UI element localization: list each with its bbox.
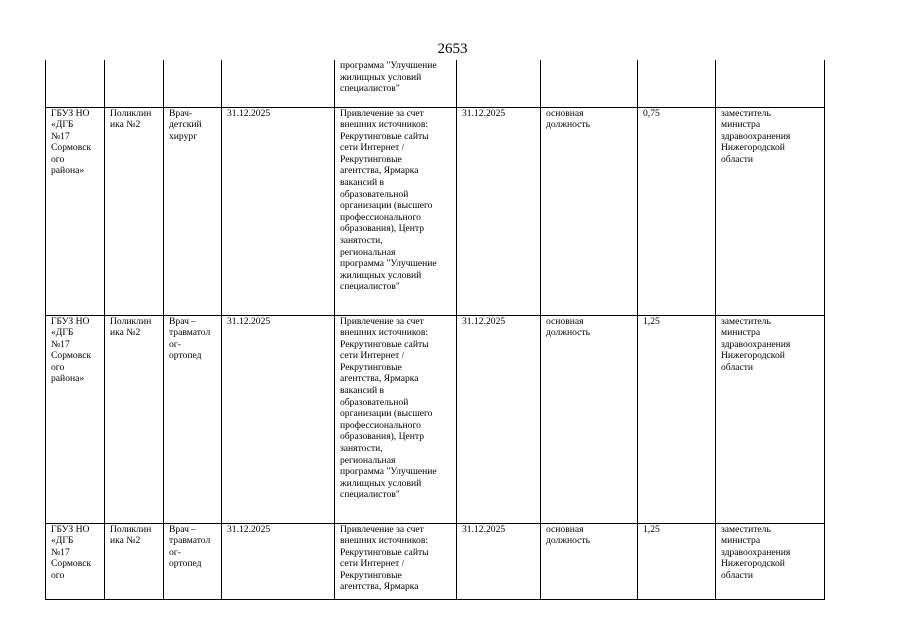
cell-text-line: основная bbox=[546, 315, 584, 327]
cell-text-line: травматол bbox=[169, 535, 211, 547]
cell-text-line: ика №2 bbox=[110, 535, 141, 547]
cell-text-line: детский bbox=[169, 119, 202, 131]
cell-subdivision bbox=[105, 523, 164, 599]
cell-text-line: занятости, bbox=[340, 443, 383, 455]
cell-text-line: программа "Улучшение bbox=[340, 60, 437, 71]
cell-text-line: района» bbox=[51, 165, 85, 177]
cell-text-line: Сормовск bbox=[51, 558, 92, 570]
cell-employment-type bbox=[541, 315, 638, 523]
cell-text-line: Привлечение за счет bbox=[340, 315, 424, 327]
cell-text-line: ика №2 bbox=[110, 119, 141, 131]
cell-text-line: сети Интернет / bbox=[340, 142, 405, 154]
cell-text-line: заместитель bbox=[721, 315, 771, 327]
cell-employment-type bbox=[541, 107, 638, 315]
cell-text-line: специалистов" bbox=[340, 83, 400, 95]
cell-text-line: заместитель bbox=[721, 107, 771, 119]
cell-text-line: района» bbox=[51, 373, 85, 385]
cell-text-line: ог- bbox=[169, 546, 181, 558]
table-row bbox=[46, 60, 825, 107]
table-body bbox=[46, 60, 825, 599]
cell-text-line: образования), Центр bbox=[340, 223, 425, 235]
cell-text-line: ог- bbox=[169, 338, 181, 350]
cell-text-line: ортопед bbox=[169, 558, 202, 570]
cell-deadline bbox=[222, 107, 335, 315]
cell-text-line: региональная bbox=[340, 454, 396, 466]
cell-text-line: жилищных условий bbox=[340, 477, 422, 489]
cell-text-line: Рекрутинговые сайты bbox=[340, 130, 429, 142]
cell-date bbox=[457, 107, 541, 315]
cell-text-line: министра bbox=[721, 119, 761, 131]
cell-text-line: образовательной bbox=[340, 188, 409, 200]
cell-text-line: программа "Улучшение bbox=[340, 258, 437, 270]
cell-measures bbox=[335, 107, 457, 315]
cell-text-line: №17 bbox=[51, 546, 70, 558]
cell-institution bbox=[46, 523, 105, 599]
cell-text-line: Рекрутинговые сайты bbox=[340, 338, 429, 350]
cell-text-line: Врач – bbox=[169, 315, 197, 327]
cell-subdivision bbox=[105, 60, 164, 107]
cell-responsible bbox=[716, 107, 825, 315]
cell-text-line: Поликлин bbox=[110, 315, 152, 327]
cell-measures bbox=[335, 60, 457, 107]
cell-text-line: Нижегородской bbox=[721, 350, 785, 362]
cell-text-line: Нижегородской bbox=[721, 142, 785, 154]
cell-position bbox=[164, 107, 222, 315]
cell-text-line: 1,25 bbox=[643, 523, 660, 535]
cell-measures bbox=[335, 523, 457, 599]
cell-text-line: здравоохранения bbox=[721, 130, 791, 142]
cell-date bbox=[457, 60, 541, 107]
cell-text-line: основная bbox=[546, 107, 584, 119]
cell-text-line: Нижегородской bbox=[721, 558, 785, 570]
cell-text-line: внешних источников: bbox=[340, 535, 429, 547]
cell-deadline bbox=[222, 315, 335, 523]
cell-text-line: области bbox=[721, 153, 754, 165]
cell-text-line: специалистов" bbox=[340, 489, 400, 501]
cell-text-line: агентства, Ярмарка bbox=[340, 581, 419, 593]
cell-text-line: жилищных условий bbox=[340, 71, 422, 83]
cell-text-line: профессионального bbox=[340, 211, 421, 223]
cell-text-line: региональная bbox=[340, 246, 396, 258]
cell-text-line: №17 bbox=[51, 338, 70, 350]
cell-text-line: 31.12.2025 bbox=[462, 523, 506, 535]
cell-text-line: Сормовск bbox=[51, 350, 92, 362]
cell-employment-type bbox=[541, 523, 638, 599]
cell-rate bbox=[638, 315, 716, 523]
cell-text-line: ГБУЗ НО bbox=[51, 315, 90, 327]
cell-text-line: Врач – bbox=[169, 523, 197, 535]
cell-text-line: организации (высшего bbox=[340, 200, 433, 212]
cell-text-line: Сормовск bbox=[51, 142, 92, 154]
cell-text-line: Привлечение за счет bbox=[340, 523, 424, 535]
cell-position bbox=[164, 523, 222, 599]
cell-text-line: ого bbox=[51, 153, 65, 165]
cell-text-line: 0,75 bbox=[643, 107, 660, 119]
cell-measures bbox=[335, 315, 457, 523]
cell-text-line: Привлечение за счет bbox=[340, 107, 424, 119]
cell-text-line: Врач- bbox=[169, 107, 193, 119]
cell-text-line: специалистов" bbox=[340, 281, 400, 293]
cell-employment-type bbox=[541, 60, 638, 107]
table-row bbox=[46, 523, 825, 599]
cell-text-line: Рекрутинговые bbox=[340, 153, 402, 165]
cell-text-line: №17 bbox=[51, 130, 70, 142]
cell-text-line: должность bbox=[546, 327, 590, 339]
cell-institution bbox=[46, 315, 105, 523]
cell-text-line: Поликлин bbox=[110, 523, 152, 535]
cell-text-line: здравоохранения bbox=[721, 546, 791, 558]
cell-text-line: внешних источников: bbox=[340, 119, 429, 131]
cell-text-line: ика №2 bbox=[110, 327, 141, 339]
table-row bbox=[46, 315, 825, 523]
cell-deadline bbox=[222, 60, 335, 107]
cell-text-line: «ДГБ bbox=[51, 535, 74, 547]
cell-text-line: ГБУЗ НО bbox=[51, 107, 90, 119]
cell-text-line: области bbox=[721, 569, 754, 581]
cell-text-line: 1,25 bbox=[643, 315, 660, 327]
cell-text-line: «ДГБ bbox=[51, 119, 74, 131]
cell-text-line: заместитель bbox=[721, 523, 771, 535]
cell-text-line: Поликлин bbox=[110, 107, 152, 119]
cell-text-line: здравоохранения bbox=[721, 338, 791, 350]
cell-text-line: ортопед bbox=[169, 350, 202, 362]
cell-text-line: образования), Центр bbox=[340, 431, 425, 443]
cell-text-line: 31.12.2025 bbox=[227, 523, 271, 535]
cell-text-line: вакансий в bbox=[340, 385, 385, 397]
cell-text-line: ого bbox=[51, 361, 65, 373]
cell-text-line: организации (высшего bbox=[340, 408, 433, 420]
cell-text-line: сети Интернет / bbox=[340, 558, 405, 570]
cell-text-line: Рекрутинговые bbox=[340, 361, 402, 373]
cell-institution bbox=[46, 107, 105, 315]
cell-text-line: агентства, Ярмарка bbox=[340, 165, 419, 177]
cell-text-line: «ДГБ bbox=[51, 327, 74, 339]
cell-rate bbox=[638, 60, 716, 107]
cell-text-line: профессионального bbox=[340, 419, 421, 431]
table-row bbox=[46, 107, 825, 315]
cell-date bbox=[457, 523, 541, 599]
cell-text-line: основная bbox=[546, 523, 584, 535]
cell-text-line: вакансий в bbox=[340, 177, 385, 189]
cell-position bbox=[164, 60, 222, 107]
page-number: 2653 bbox=[437, 41, 468, 57]
cell-text-line: 31.12.2025 bbox=[462, 107, 506, 119]
cell-responsible bbox=[716, 60, 825, 107]
cell-text-line: агентства, Ярмарка bbox=[340, 373, 419, 385]
cell-text-line: травматол bbox=[169, 327, 211, 339]
cell-date bbox=[457, 315, 541, 523]
cell-responsible bbox=[716, 315, 825, 523]
cell-text-line: министра bbox=[721, 535, 761, 547]
cell-text-line: должность bbox=[546, 119, 590, 131]
cell-responsible bbox=[716, 523, 825, 599]
cell-text-line: внешних источников: bbox=[340, 327, 429, 339]
cell-text-line: Рекрутинговые сайты bbox=[340, 546, 429, 558]
cell-text-line: ого bbox=[51, 569, 65, 581]
cell-position bbox=[164, 315, 222, 523]
cell-text-line: ГБУЗ НО bbox=[51, 523, 90, 535]
cell-institution bbox=[46, 60, 105, 107]
cell-rate bbox=[638, 523, 716, 599]
cell-subdivision bbox=[105, 315, 164, 523]
cell-text-line: министра bbox=[721, 327, 761, 339]
cell-text-line: 31.12.2025 bbox=[462, 315, 506, 327]
cell-text-line: занятости, bbox=[340, 235, 383, 247]
cell-text-line: 31.12.2025 bbox=[227, 315, 271, 327]
cell-text-line: области bbox=[721, 361, 754, 373]
cell-text-line: программа "Улучшение bbox=[340, 466, 437, 478]
cell-text-line: Рекрутинговые bbox=[340, 569, 402, 581]
cell-subdivision bbox=[105, 107, 164, 315]
cell-text-line: образовательной bbox=[340, 396, 409, 408]
cell-text-line: 31.12.2025 bbox=[227, 107, 271, 119]
staffing-table bbox=[45, 60, 825, 600]
cell-rate bbox=[638, 107, 716, 315]
cell-text-line: сети Интернет / bbox=[340, 350, 405, 362]
cell-deadline bbox=[222, 523, 335, 599]
cell-text-line: жилищных условий bbox=[340, 269, 422, 281]
cell-text-line: хирург bbox=[169, 130, 198, 142]
cell-text-line: должность bbox=[546, 535, 590, 547]
